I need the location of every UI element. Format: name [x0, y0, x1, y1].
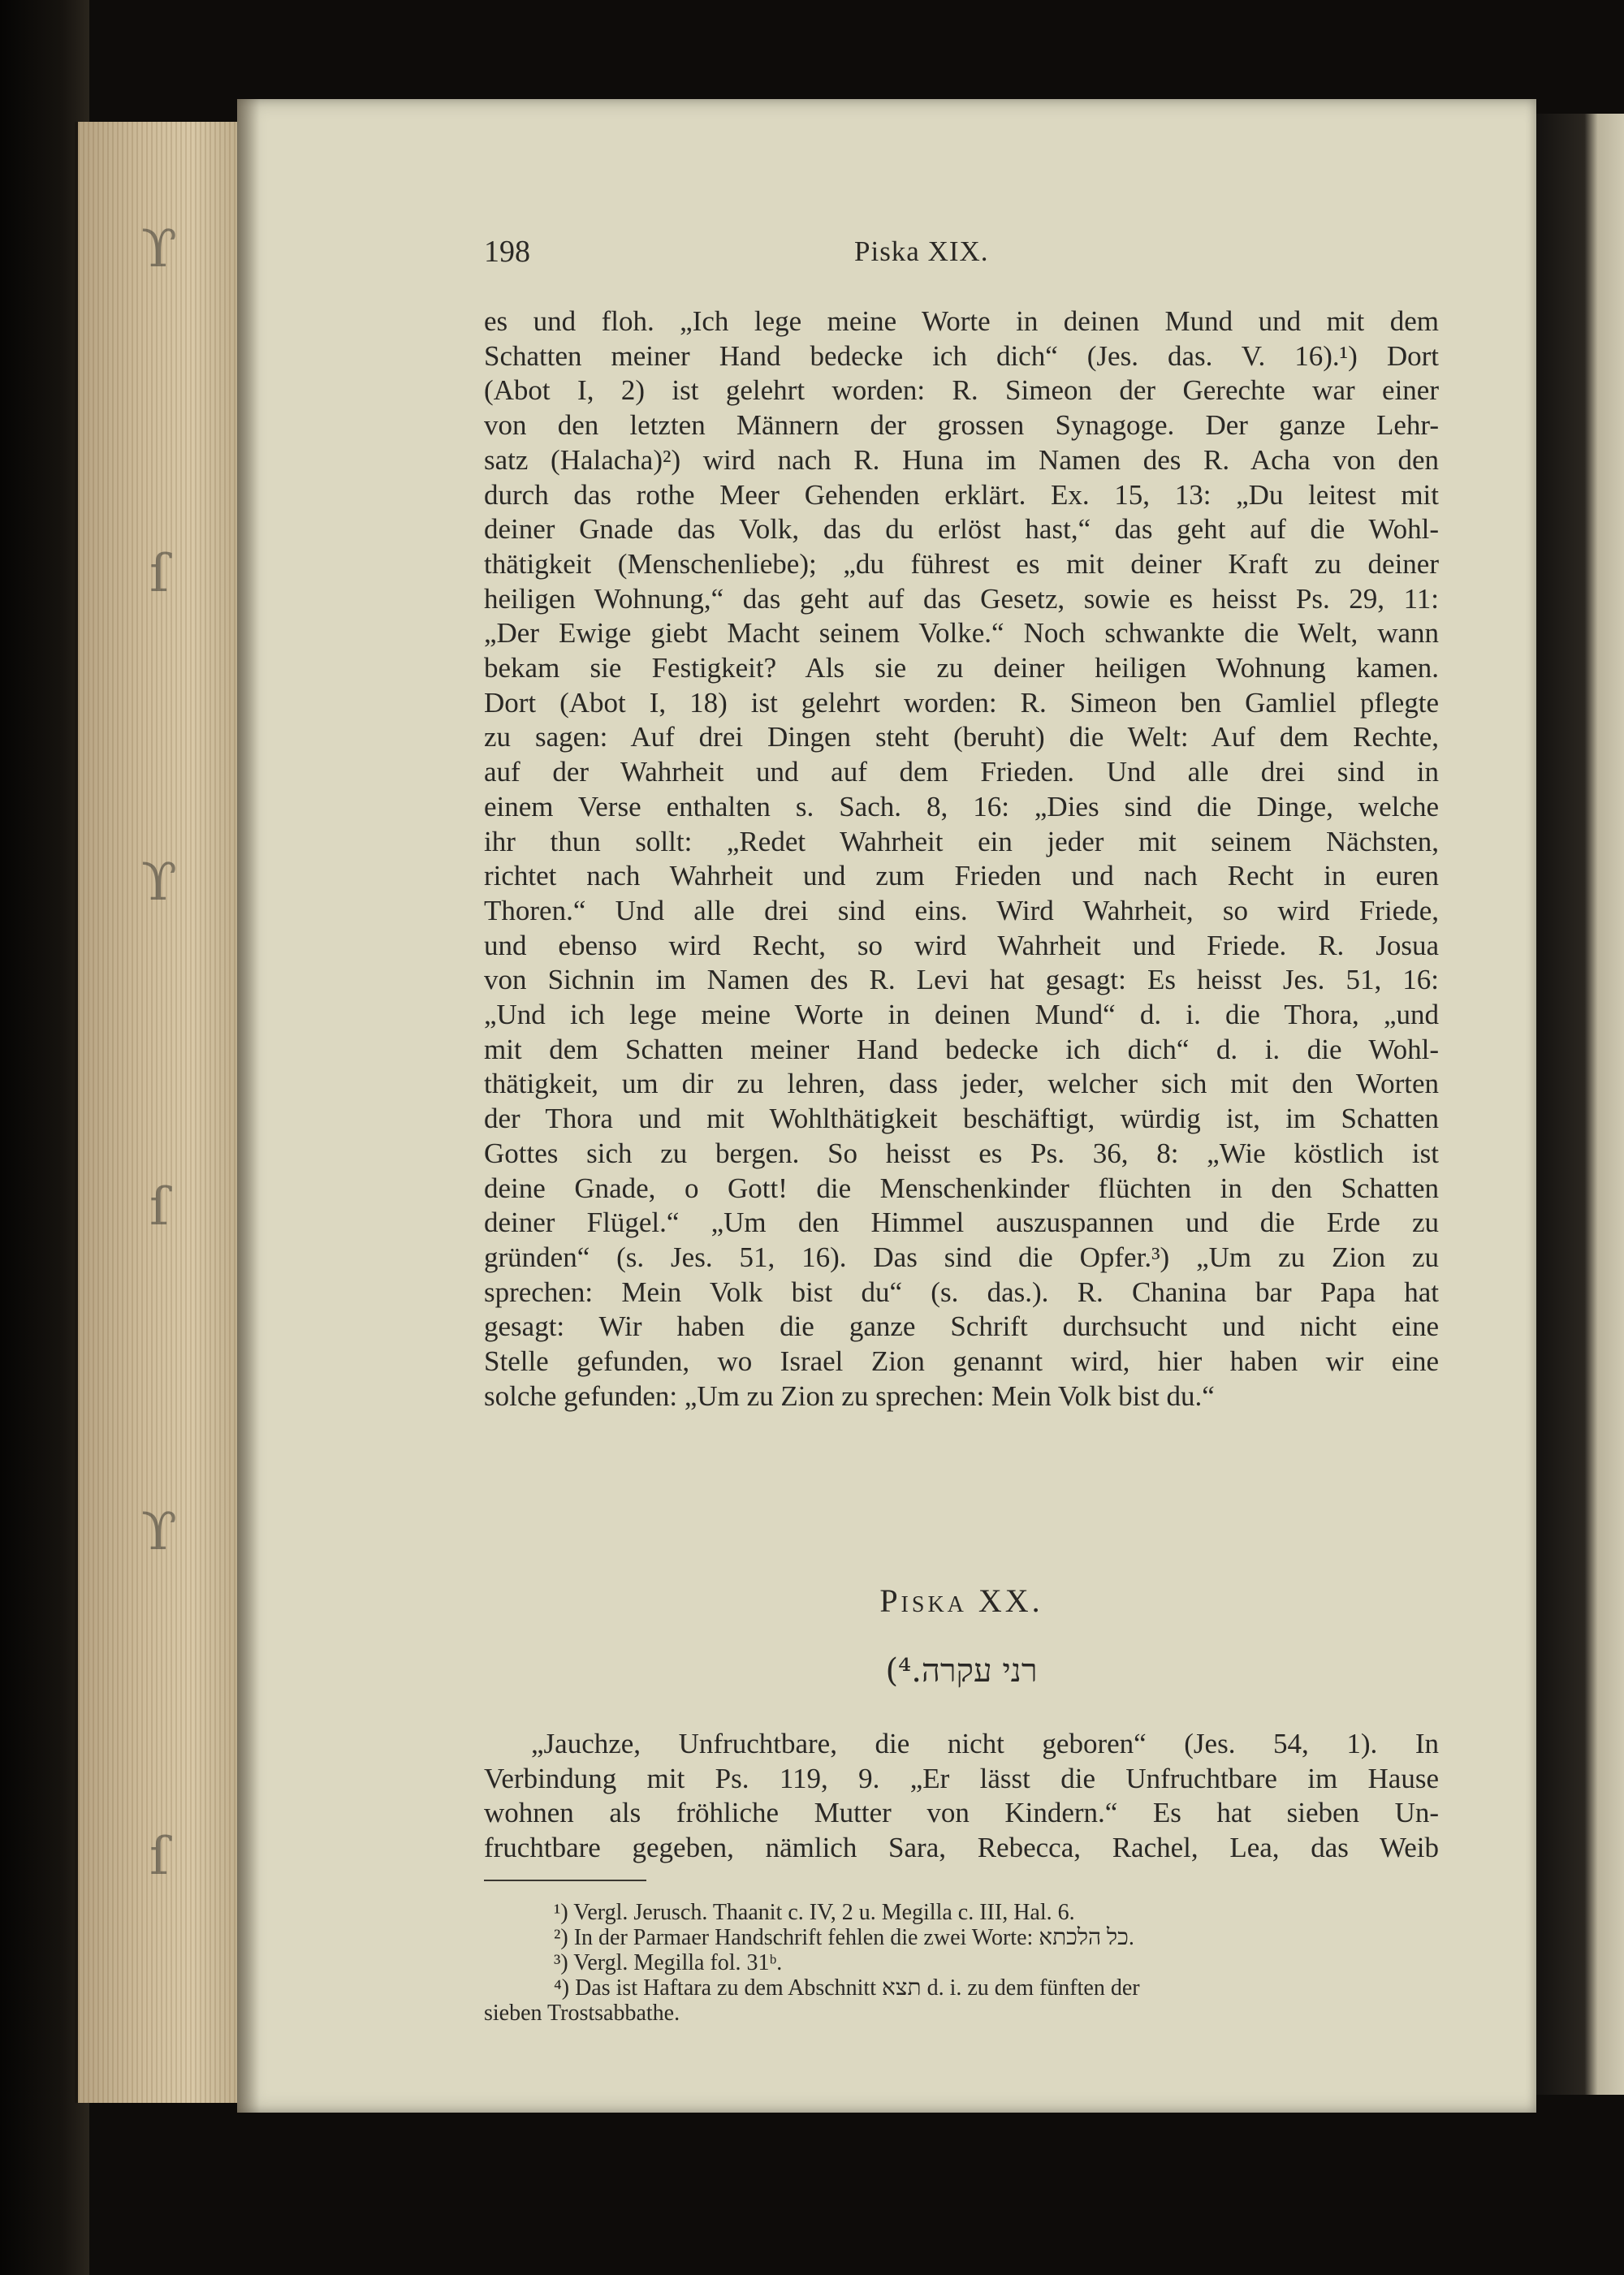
- text-line: sprechen: Mein Volk bist du“ (s. das.). R. Chanina bar Papa hat: [484, 1276, 1439, 1308]
- footnote: ¹) Vergl. Jerusch. Thaanit c. IV, 2 u. Megilla c. III, Hal. 6.: [554, 1900, 1075, 1925]
- footnote: ²) In der Parmaer Handschrift fehlen die zwei Worte: כל הלכתא.: [554, 1925, 1134, 1950]
- edge-glyph-decoration: ϒ: [141, 219, 177, 279]
- text-line: wohnen als fröhliche Mutter von Kindern.“ Es hat sieben Un-: [484, 1797, 1439, 1829]
- text-line: zu sagen: Auf drei Dingen steht (beruht) die Welt: Auf dem Rechte,: [484, 721, 1439, 753]
- edge-glyph-decoration: ϒ: [141, 853, 177, 913]
- text-line: ihr thun sollt: „Redet Wahrheit ein jeder mit seinem Nächsten,: [484, 825, 1439, 857]
- text-line: es und floh. „Ich lege meine Worte in deinen Mund und mit dem: [484, 305, 1439, 337]
- text-line: deiner Flügel.“ „Um den Himmel auszuspannen und die Erde zu: [484, 1207, 1439, 1239]
- section-text: [484, 1727, 1439, 1866]
- text-line: gesagt: Wir haben die ganze Schrift durchsucht und nicht eine: [484, 1310, 1439, 1343]
- text-line: Verbindung mit Ps. 119, 9. „Er lässt die Unfruchtbare im Hause: [484, 1762, 1439, 1794]
- text-line: deine Gnade, o Gott! die Menschenkinder flüchten in den Schatten: [484, 1172, 1439, 1204]
- next-page-edge: [1536, 114, 1624, 2095]
- page-edge: [75, 122, 240, 2103]
- running-head: Piska XIX.: [854, 235, 989, 267]
- text-line: von den letzten Männern der grossen Synagoge. Der ganze Lehr-: [484, 409, 1439, 442]
- edge-glyph-decoration: ſ: [149, 544, 169, 604]
- footnote-rule: [484, 1880, 646, 1881]
- book-page: [237, 99, 1536, 2113]
- text-line: mit dem Schatten meiner Hand bedecke ich dich“ d. i. die Wohl-: [484, 1033, 1439, 1065]
- footnote-continuation: sieben Trostsabbathe.: [484, 2001, 680, 2026]
- text-line: deiner Gnade das Volk, das du erlöst hast,“ das geht auf die Wohl-: [484, 513, 1439, 546]
- text-line: und ebenso wird Recht, so wird Wahrheit und Friede. R. Josua: [484, 929, 1439, 961]
- edge-glyph-decoration: ϒ: [141, 1502, 177, 1562]
- text-line: durch das rothe Meer Gehenden erklärt. Ex. 15, 13: „Du leitest mit: [484, 478, 1439, 511]
- text-line: thätigkeit (Menschenliebe); „du führest es mit deiner Kraft zu deiner: [484, 547, 1439, 580]
- text-line: gründen“ (s. Jes. 51, 16). Das sind die Opfer.³) „Um zu Zion zu: [484, 1241, 1439, 1273]
- text-line: Thoren.“ Und alle drei sind eins. Wird Wahrheit, so wird Friede,: [484, 894, 1439, 926]
- text-line: satz (Halacha)²) wird nach R. Huna im Namen des R. Acha von den: [484, 443, 1439, 476]
- footnote: ³) Vergl. Megilla fol. 31ᵇ.: [554, 1950, 783, 1975]
- page-header: [484, 234, 1439, 279]
- text-line: thätigkeit, um dir zu lehren, dass jeder, welcher sich mit den Worten: [484, 1068, 1439, 1100]
- text-line: „Und ich lege meine Worte in deinen Mund“ d. i. die Thora, „und: [484, 999, 1439, 1031]
- text-line: richtet nach Wahrheit und zum Frieden und nach Recht in euren: [484, 860, 1439, 892]
- edge-glyph-decoration: ſ: [149, 1827, 169, 1887]
- gutter-shadow: [237, 99, 260, 2113]
- body-text: [484, 304, 1439, 1414]
- text-line: auf der Wahrheit und auf dem Frieden. Und alle drei sind in: [484, 756, 1439, 788]
- text-line: solche gefunden: „Um zu Zion zu sprechen: Mein Volk bist du.“: [484, 1379, 1215, 1412]
- text-line: fruchtbare gegeben, nämlich Sara, Rebecca, Rachel, Lea, das Weib: [484, 1832, 1439, 1864]
- edge-glyph-decoration: ſ: [149, 1177, 169, 1237]
- text-line: bekam sie Festigkeit? Als sie zu deiner heiligen Wohnung kamen.: [484, 652, 1439, 684]
- chapter-title: Piska XX.: [879, 1582, 1043, 1619]
- footnotes: [484, 1900, 1439, 2026]
- text-line: (Abot I, 2) ist gelehrt worden: R. Simeon der Gerechte war einer: [484, 374, 1439, 407]
- text-line: Stelle gefunden, wo Israel Zion genannt wird, hier haben wir eine: [484, 1345, 1439, 1378]
- hebrew-subtitle: רני עקרה.⁴): [885, 1652, 1038, 1690]
- page-number: 198: [484, 235, 530, 269]
- text-line: heiligen Wohnung,“ das geht auf das Gesetz, sowie es heisst Ps. 29, 11:: [484, 582, 1439, 615]
- footnote: ⁴) Das ist Haftara zu dem Abschnitt תצא d. i. zu dem fünften der: [554, 1975, 1140, 2001]
- text-line: „Jauchze, Unfruchtbare, die nicht geboren“ (Jes. 54, 1). In: [531, 1728, 1439, 1759]
- text-line: Dort (Abot I, 18) ist gelehrt worden: R. Simeon ben Gamliel pflegte: [484, 686, 1439, 719]
- text-line: Gottes sich zu bergen. So heisst es Ps. 36, 8: „Wie köstlich ist: [484, 1137, 1439, 1169]
- text-line: „Der Ewige giebt Macht seinem Volke.“ Noch schwankte die Welt, wann: [484, 617, 1439, 650]
- text-line: einem Verse enthalten s. Sach. 8, 16: „Dies sind die Dinge, welche: [484, 790, 1439, 822]
- text-line: Schatten meiner Hand bedecke ich dich“ (Jes. das. V. 16).¹) Dort: [484, 339, 1439, 372]
- text-line: der Thora und mit Wohlthätigkeit beschäftigt, würdig ist, im Schatten: [484, 1103, 1439, 1135]
- text-line: von Sichnin im Namen des R. Levi hat gesagt: Es heisst Jes. 51, 16:: [484, 964, 1439, 996]
